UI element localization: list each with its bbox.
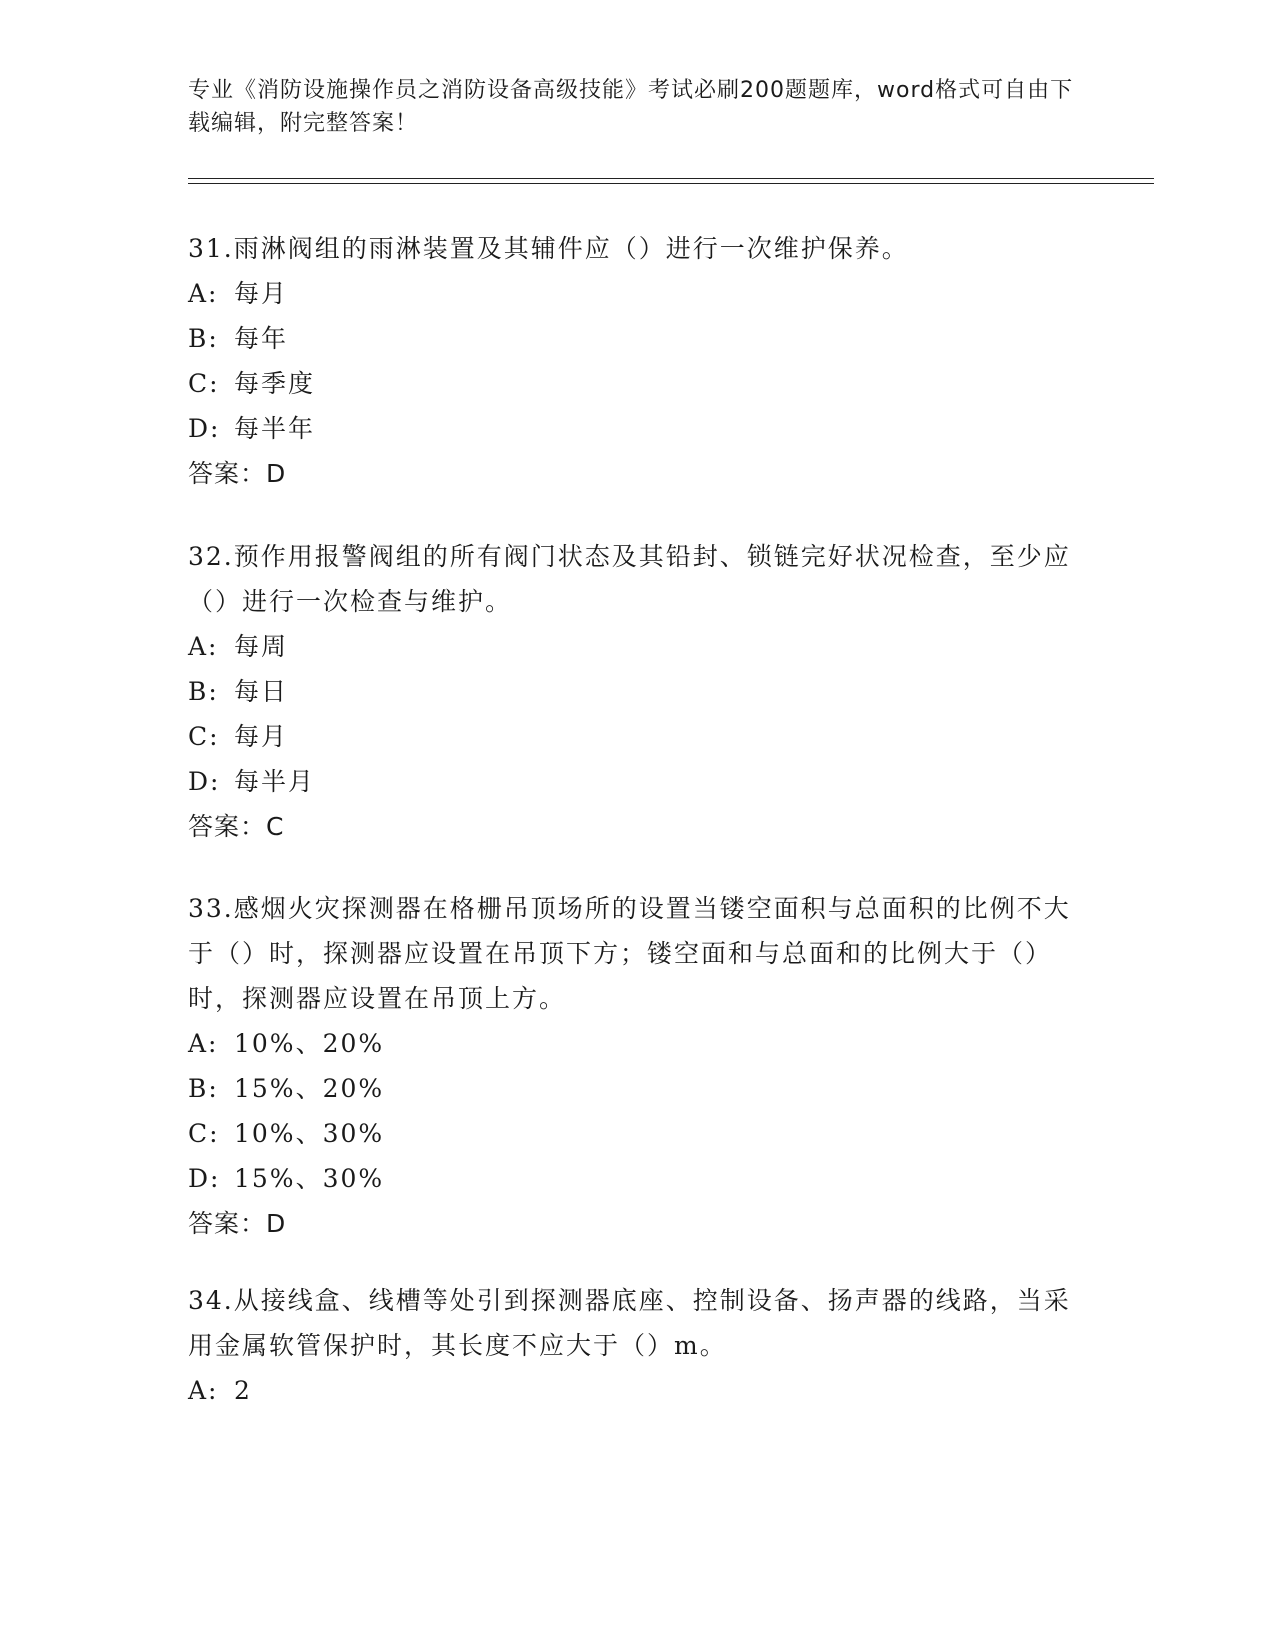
option-b: [188, 669, 1088, 714]
question-stem: 31.雨淋阀组的雨淋装置及其辅件应（）进行一次维护保养。: [188, 234, 909, 263]
option-b: [188, 316, 1088, 361]
option-letter: D:: [188, 414, 221, 443]
option-letter: B:: [188, 324, 219, 353]
option-letter: B:: [188, 677, 219, 706]
option-letter: A:: [188, 1029, 219, 1058]
option-d: [188, 759, 1088, 804]
option-text: 每月: [234, 722, 289, 751]
option-text: 每月: [234, 279, 289, 308]
answer-line: 答案：C: [188, 812, 285, 841]
option-text: 每日: [234, 677, 289, 706]
question-33: [188, 886, 1088, 1246]
option-a: [188, 1021, 1088, 1066]
question-stem: 32.预作用报警阀组的所有阀门状态及其铅封、锁链完好状况检查，至少应（）进行一次检查与维护。: [188, 542, 1071, 616]
option-letter: C:: [188, 1119, 220, 1148]
option-text: 10%、30%: [234, 1119, 385, 1148]
option-letter: C:: [188, 722, 220, 751]
option-a: [188, 624, 1088, 669]
option-text: 每半年: [234, 414, 316, 443]
option-text: 15%、20%: [234, 1074, 385, 1103]
question-34: [188, 1278, 1088, 1413]
option-letter: A:: [188, 279, 219, 308]
document-header: 专业《消防设施操作员之消防设备高级技能》考试必刷200题题库，word格式可自由下载编辑，附完整答案！: [188, 78, 1074, 136]
option-a: [188, 271, 1088, 316]
option-text: 每半月: [234, 767, 316, 796]
option-letter: D:: [188, 767, 221, 796]
answer-line: 答案：D: [188, 459, 287, 488]
option-text: 每季度: [234, 369, 316, 398]
option-d: [188, 406, 1088, 451]
option-letter: C:: [188, 369, 220, 398]
option-b: [188, 1066, 1088, 1111]
option-d: [188, 1156, 1088, 1201]
option-text: 每周: [234, 632, 289, 661]
option-text: 10%、20%: [234, 1029, 385, 1058]
question-32: [188, 534, 1088, 849]
option-text: 15%、30%: [234, 1164, 385, 1193]
option-letter: B:: [188, 1074, 219, 1103]
option-c: [188, 714, 1088, 759]
option-text: 每年: [234, 324, 289, 353]
question-stem: 33.感烟火灾探测器在格栅吊顶场所的设置当镂空面积与总面积的比例不大于（）时，探测器应设置在吊顶下方；镂空面和与总面和的比例大于（）时，探测器应设置在吊顶上方。: [188, 894, 1071, 1013]
answer-line: 答案：D: [188, 1209, 287, 1238]
question-stem: 34.从接线盒、线槽等处引到探测器底座、控制设备、扬声器的线路，当采用金属软管保护时，其长度不应大于（）m。: [188, 1286, 1071, 1360]
option-text: 2: [234, 1376, 252, 1405]
option-letter: D:: [188, 1164, 221, 1193]
option-a: [188, 1368, 1088, 1413]
header-divider: [188, 178, 1154, 184]
option-c: [188, 1111, 1088, 1156]
option-letter: A:: [188, 632, 219, 661]
option-c: [188, 361, 1088, 406]
question-31: [188, 226, 1088, 496]
option-letter: A:: [188, 1376, 219, 1405]
